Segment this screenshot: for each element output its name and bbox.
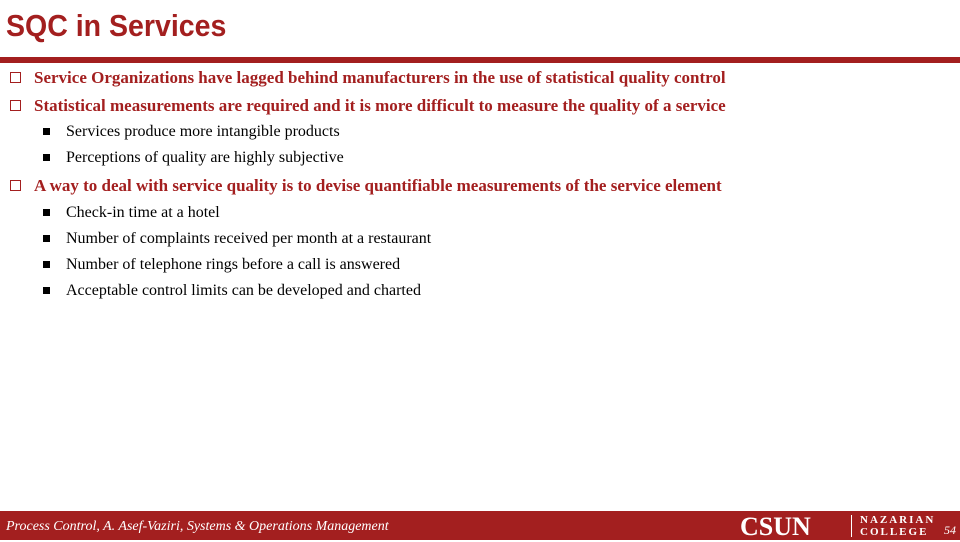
logo-divider [851,515,852,537]
filled-square-bullet-icon [43,128,50,135]
slide-title: SQC in Services [6,8,227,43]
title-divider [0,57,960,63]
logo-nazarian-text: NAZARIAN [860,514,936,526]
filled-square-bullet-icon [43,287,50,294]
page-number: 54 [944,523,956,537]
filled-square-bullet-icon [43,235,50,242]
hollow-square-bullet-icon [10,100,21,111]
footer-bar [0,511,960,540]
filled-square-bullet-icon [43,209,50,216]
filled-square-bullet-icon [43,261,50,268]
logo-college-text: COLLEGE [860,526,929,538]
hollow-square-bullet-icon [10,180,21,191]
hollow-square-bullet-icon [10,72,21,83]
footer-citation: Process Control, A. Asef-Vaziri, Systems & Operations Management [6,519,389,534]
logo-csun-text: CSUN [740,512,811,541]
filled-square-bullet-icon [43,154,50,161]
